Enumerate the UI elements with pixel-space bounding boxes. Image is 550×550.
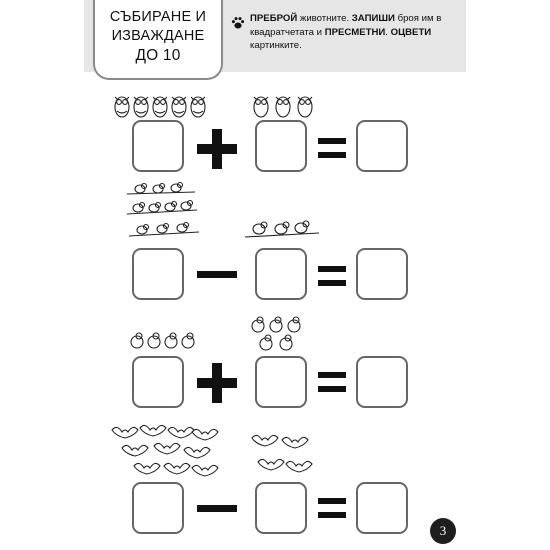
title-line-3: ДО 10 (135, 47, 181, 64)
instr-text-4: картинките. (250, 40, 302, 51)
page-number: 3 (430, 518, 456, 544)
result-box-1[interactable] (356, 120, 408, 172)
minus-sign (197, 271, 237, 278)
instr-color: ОЦВЕТИ (390, 26, 432, 38)
chicks-group-left (128, 328, 200, 352)
instr-count: ПРЕБРОЙ (250, 13, 298, 24)
answer-box-3b[interactable] (255, 356, 307, 408)
chicks-group-right (248, 314, 306, 354)
result-box-4[interactable] (356, 482, 408, 534)
instr-text-3: . (385, 26, 391, 38)
instructions-text (250, 12, 460, 53)
bats-group-left (110, 420, 220, 480)
answer-box-1b[interactable] (255, 120, 307, 172)
title-line-1: СЪБИРАНЕ И (109, 9, 207, 25)
title-card (93, 0, 223, 80)
answer-box-4b[interactable] (255, 482, 307, 534)
owls-group-right (250, 90, 320, 120)
answer-box-2b[interactable] (255, 248, 307, 300)
minus-sign (197, 505, 237, 512)
answer-box-3a[interactable] (132, 356, 184, 408)
result-box-2[interactable] (356, 248, 408, 300)
instr-text-1: животните. (297, 13, 352, 24)
birds-branch-right (243, 215, 323, 245)
birds-branches-left (125, 180, 205, 246)
answer-box-4a[interactable] (132, 482, 184, 534)
title-line-2: ИЗВАЖДАНЕ (111, 28, 205, 44)
instr-calc: ПРЕСМЕТНИ (324, 26, 386, 38)
paw-print-icon (231, 16, 245, 30)
bats-group-right (250, 428, 314, 478)
instr-text-2: броя им в квадратчетата и (250, 13, 442, 38)
result-box-3[interactable] (356, 356, 408, 408)
instr-write: ЗАПИШИ (351, 13, 395, 24)
answer-box-1a[interactable] (132, 120, 184, 172)
answer-box-2a[interactable] (132, 248, 184, 300)
owls-group-left (110, 90, 210, 120)
